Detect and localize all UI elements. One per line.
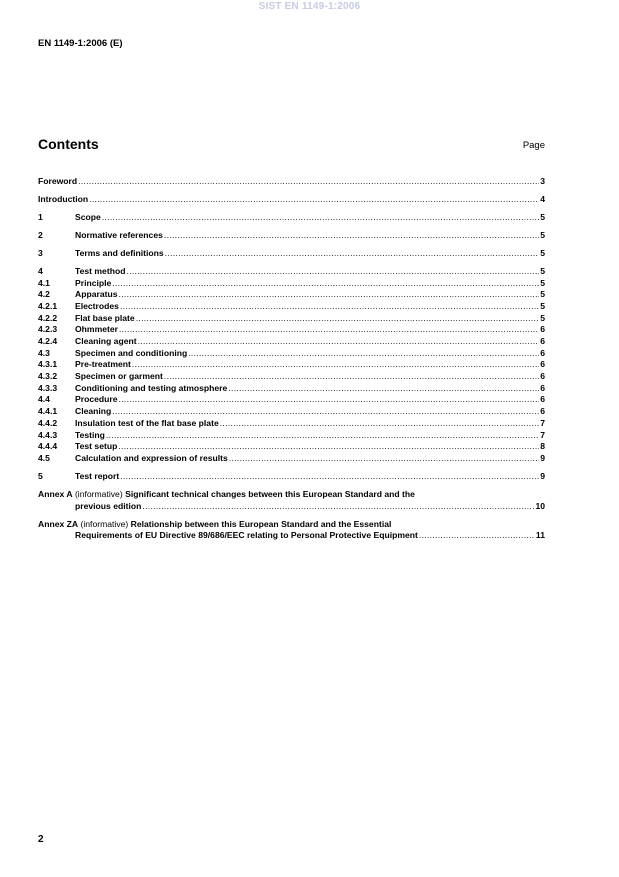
dot-leader <box>188 348 539 360</box>
toc-title: Cleaning <box>75 406 112 417</box>
toc-title: Specimen or garment <box>75 371 163 382</box>
toc-page: 9 <box>540 452 545 463</box>
toc-number: 4.4 <box>38 394 50 405</box>
dot-leader <box>120 471 539 483</box>
toc-page: 6 <box>540 371 545 382</box>
toc-title: Procedure <box>75 394 118 405</box>
table-of-contents <box>38 176 545 542</box>
dot-leader <box>106 430 539 442</box>
toc-title: Ohmmeter <box>75 324 118 335</box>
toc-entry-annex-a[interactable] <box>38 489 545 512</box>
toc-entry-conditioning-atmosphere[interactable] <box>38 383 545 395</box>
toc-page: 5 <box>540 312 545 323</box>
toc-page: 10 <box>535 500 545 511</box>
dot-leader <box>419 530 535 542</box>
toc-number: 4.3.1 <box>38 359 58 370</box>
toc-entry-calculation-results[interactable] <box>38 453 545 465</box>
toc-entry-test-setup[interactable] <box>38 441 545 453</box>
toc-entry-terms-definitions[interactable] <box>38 248 545 260</box>
toc-number: 5 <box>38 470 43 481</box>
toc-number: 4.2.2 <box>38 312 58 323</box>
toc-entry-test-report[interactable] <box>38 471 545 483</box>
dot-leader <box>132 359 539 371</box>
dot-leader <box>119 394 540 406</box>
dot-leader <box>119 324 539 336</box>
annex-type: (informative) <box>74 488 123 499</box>
dot-leader <box>136 313 540 325</box>
annex-type: (informative) <box>80 518 129 529</box>
toc-entry-electrodes[interactable] <box>38 301 545 313</box>
toc-number: 4.2.4 <box>38 336 58 347</box>
toc-page: 5 <box>540 229 545 240</box>
toc-title: Test setup <box>75 441 118 452</box>
toc-title: Terms and definitions <box>75 247 164 258</box>
toc-number: 3 <box>38 247 43 258</box>
page-number: 2 <box>38 834 44 845</box>
dot-leader <box>138 336 540 348</box>
annex-title-continued: previous edition <box>75 500 142 511</box>
dot-leader <box>228 383 539 395</box>
toc-entry-insulation-test[interactable] <box>38 418 545 430</box>
toc-title: Insulation test of the flat base plate <box>75 417 219 428</box>
toc-title: Specimen and conditioning <box>75 347 188 358</box>
toc-number: 4.3.2 <box>38 371 58 382</box>
toc-page: 6 <box>540 324 545 335</box>
dot-leader <box>165 248 540 260</box>
toc-entry-principle[interactable] <box>38 278 545 290</box>
toc-entry-ohmmeter[interactable] <box>38 324 545 336</box>
toc-entry-annex-za[interactable] <box>38 519 545 542</box>
toc-title: Flat base plate <box>75 312 135 323</box>
toc-page: 7 <box>540 417 545 428</box>
toc-number: 4.3 <box>38 347 50 358</box>
dot-leader <box>112 406 539 418</box>
toc-number: 2 <box>38 229 43 240</box>
toc-page: 4 <box>540 193 545 204</box>
annex-title: Significant technical changes between this European Standard and the <box>125 488 415 499</box>
toc-entry-cleaning[interactable] <box>38 406 545 418</box>
toc-page: 8 <box>540 441 545 452</box>
toc-entry-procedure[interactable] <box>38 394 545 406</box>
toc-entry-cleaning-agent[interactable] <box>38 336 545 348</box>
toc-page: 5 <box>540 289 545 300</box>
watermark: SIST EN 1149-1:2006 <box>258 1 361 12</box>
toc-page: 5 <box>540 247 545 258</box>
toc-entry-testing[interactable] <box>38 430 545 442</box>
toc-title: Scope <box>75 211 101 222</box>
dot-leader <box>89 194 539 206</box>
toc-title: Foreword <box>38 176 78 186</box>
dot-leader <box>220 418 539 430</box>
toc-title: Test method <box>75 265 126 276</box>
toc-page: 6 <box>540 394 545 405</box>
toc-page: 5 <box>540 265 545 276</box>
toc-number: 4.4.4 <box>38 441 58 452</box>
toc-page: 5 <box>540 211 545 222</box>
toc-number: 4.5 <box>38 452 50 463</box>
dot-leader <box>164 371 539 383</box>
dot-leader <box>120 301 539 313</box>
toc-number: 4.4.2 <box>38 417 58 428</box>
dot-leader <box>119 289 540 301</box>
toc-number: 4 <box>38 265 43 276</box>
toc-page: 5 <box>540 277 545 288</box>
annex-label: Annex A <box>38 488 73 499</box>
toc-page: 11 <box>535 530 545 541</box>
toc-page: 6 <box>540 336 545 347</box>
toc-title: Electrodes <box>75 300 119 311</box>
toc-page: 3 <box>540 176 545 186</box>
toc-title: Calculation and expression of results <box>75 452 228 463</box>
annex-title-continued: Requirements of EU Directive 89/686/EEC relating to Personal Protective Equipment <box>75 530 418 541</box>
toc-title: Apparatus <box>75 289 118 300</box>
toc-title: Cleaning agent <box>75 336 137 347</box>
toc-title: Conditioning and testing atmosphere <box>75 382 228 393</box>
toc-number: 4.2.1 <box>38 300 58 311</box>
toc-page: 6 <box>540 359 545 370</box>
dot-leader <box>102 212 539 224</box>
dot-leader <box>142 501 534 513</box>
toc-title: Pre-treatment <box>75 359 131 370</box>
toc-number: 4.3.3 <box>38 382 58 393</box>
toc-entry-apparatus[interactable] <box>38 289 545 301</box>
toc-entry-specimen-conditioning[interactable] <box>38 348 545 360</box>
toc-title: Test report <box>75 470 120 481</box>
toc-title: Normative references <box>75 229 163 240</box>
toc-entry-normative-references[interactable] <box>38 230 545 242</box>
toc-number: 4.1 <box>38 277 50 288</box>
dot-leader <box>118 441 539 453</box>
toc-entry-pre-treatment[interactable] <box>38 359 545 371</box>
toc-entry-test-method[interactable] <box>38 266 545 278</box>
toc-number: 1 <box>38 211 43 222</box>
dot-leader <box>126 266 539 278</box>
toc-number: 4.4.3 <box>38 429 58 440</box>
page-column-heading: Page <box>522 140 545 151</box>
contents-title: Contents <box>38 136 99 152</box>
dot-leader <box>78 176 539 188</box>
toc-page: 6 <box>540 382 545 393</box>
dot-leader <box>164 230 539 242</box>
toc-page: 9 <box>540 470 545 481</box>
toc-page: 7 <box>540 429 545 440</box>
toc-number: 4.2 <box>38 289 50 300</box>
toc-entry-foreword[interactable] <box>38 176 545 188</box>
toc-number: 4.2.3 <box>38 324 58 335</box>
toc-entry-introduction[interactable] <box>38 194 545 206</box>
toc-page: 6 <box>540 406 545 417</box>
toc-title: Testing <box>75 429 105 440</box>
annex-label: Annex ZA <box>38 518 79 529</box>
dot-leader <box>229 453 539 465</box>
toc-entry-scope[interactable] <box>38 212 545 224</box>
toc-page: 6 <box>540 347 545 358</box>
toc-entry-specimen-garment[interactable] <box>38 371 545 383</box>
toc-title: Introduction <box>38 193 89 204</box>
toc-entry-flat-base-plate[interactable] <box>38 313 545 325</box>
annex-title: Relationship between this European Standard and the Essential <box>130 518 392 529</box>
toc-title: Principle <box>75 277 112 288</box>
dot-leader <box>112 278 539 290</box>
document-id: EN 1149-1:2006 (E) <box>38 38 123 49</box>
toc-number: 4.4.1 <box>38 406 58 417</box>
toc-page: 5 <box>540 300 545 311</box>
